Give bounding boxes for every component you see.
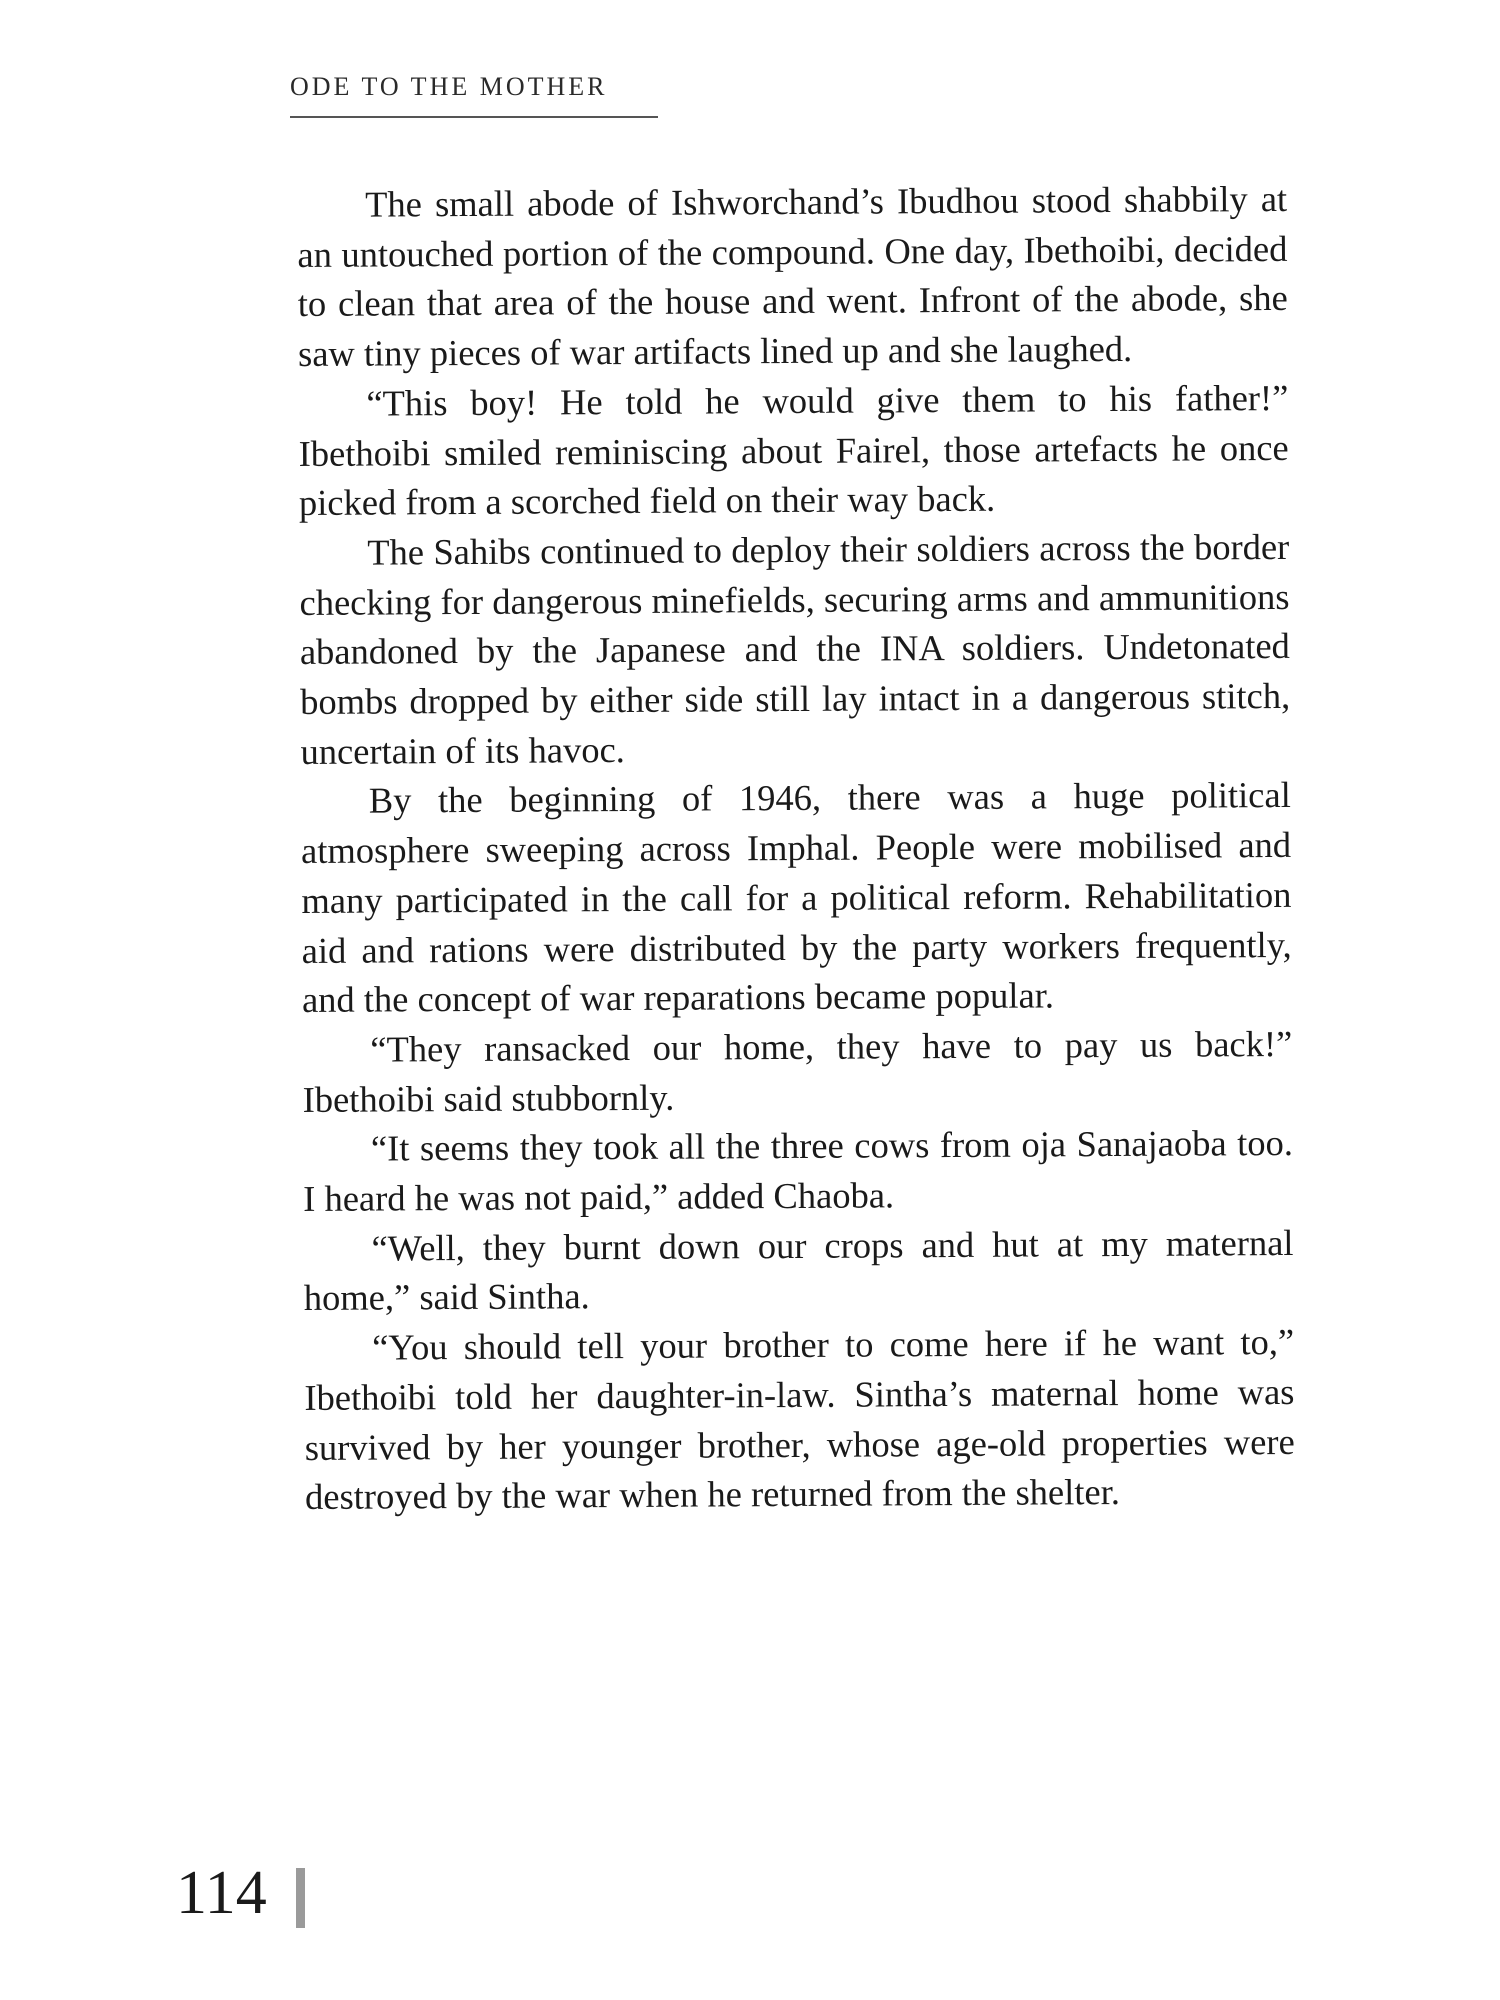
paragraph: “This boy! He told he would give them to his father!” Ibethoibi smiled reminiscing about Fairel, those artefacts he once picked from a scorched field on their way back. [298,376,1289,524]
running-head-rule [290,116,658,118]
running-head: ODE TO THE MOTHER [290,72,608,101]
page-number-bar [296,1868,305,1928]
paragraph: The small abode of Ishworchand’s Ibudhou stood shabbily at an untouched portion of the compound. One day, Ibethoibi, decided to clean that area of the house and went. Infront of the abode, she saw tiny pieces of war artifacts lined up and she laughed. [297,177,1288,375]
body-text [297,174,1295,1522]
paragraph: The Sahibs continued to deploy their soldiers across the border checking for dangerous minefields, securing arms and ammunitions abandoned by the Japanese and the INA soldiers. Undetonated bombs dropped by either side still lay intact in a dangerous stitch, uncertain of its havoc. [299,525,1291,772]
paragraph: “Well, they burnt down our crops and hut at my maternal home,” said Sintha. [303,1221,1294,1319]
paragraph: “It seems they took all the three cows from oja Sanajaoba too. I heard he was not paid,” added Chaoba. [303,1122,1294,1220]
paragraph: By the beginning of 1946, there was a huge political atmosphere sweeping across Imphal. People were mobilised and many participated in the call for a political reform. Rehabilitation aid and rations were distributed by the party workers frequently, and the concept of war reparations became popular. [300,774,1292,1021]
paragraph: “They ransacked our home, they have to pay us back!” Ibethoibi said stubbornly. [302,1022,1293,1120]
paragraph: “You should tell your brother to come here if he want to,” Ibethoibi told her daughter-in-law. Sintha’s maternal home was survived by her younger brother, whose age-old properties were destroyed by the war when he returned from the shelter. [304,1321,1295,1518]
page-number: 114 [176,1859,267,1927]
